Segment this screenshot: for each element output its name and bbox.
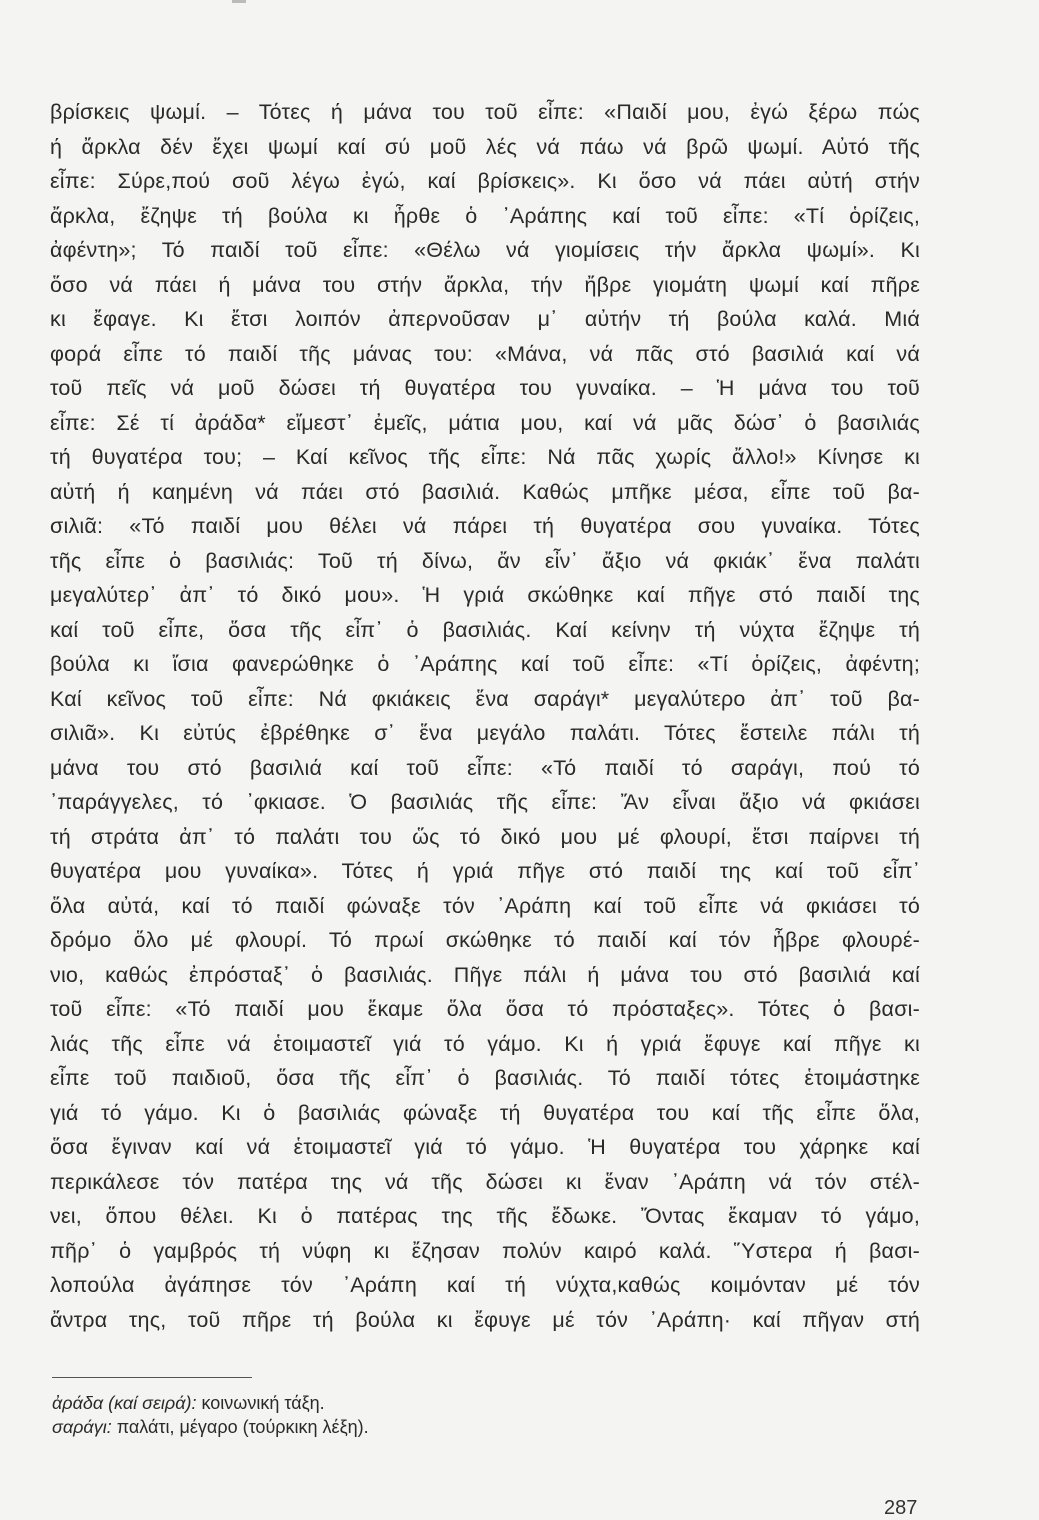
footnote — [52, 1391, 752, 1415]
body-line: θυγατέρα μου γυναίκα». Τότες ή γριά πῆγε στό παιδί της καί τοῦ εἶπ᾽ — [50, 859, 920, 883]
body-line: ὅλα αὐτά, καί τό παιδί φώναξε τόν ᾽Αράπη καί τοῦ εἶπε νά φκιάσει τό — [50, 893, 920, 918]
body-line: γιά τό γάμο. Κι ὁ βασιλιάς φώναξε τή θυγατέρα του καί τῆς εἶπε ὅλα, — [50, 1100, 920, 1125]
body-line: τῆς εἶπε ὁ βασιλιάς: Τοῦ τή δίνω, ἄν εἶν᾽ ἄξιο νά φκιάκ᾽ ἕνα παλάτι — [50, 548, 920, 573]
footnote — [52, 1415, 752, 1439]
footnote-divider — [52, 1377, 252, 1378]
body-line: νιο, καθώς ἐπρόσταξ᾽ ὁ βασιλιάς. Πῆγε πάλι ή μάνα του στό βασιλιά καί — [50, 962, 920, 987]
body-line: περικάλεσε τόν πατέρα της νά τῆς δώσει κι ἕναν ᾽Αράπη νά τόν στέλ- — [50, 1169, 920, 1194]
body-line: ἄντρα της, τοῦ πῆρε τή βούλα κι ἔφυγε μέ τόν ᾽Αράπη· καί πῆγαν στή — [50, 1307, 920, 1332]
body-line: ᾽παράγγελες, τό ᾽φκιασε. Ὁ βασιλιάς τῆς εἶπε: Ἄν εἶναι ἄξιο νά φκιάσει — [50, 790, 920, 814]
body-line: κι ἔφαγε. Κι ἔτσι λοιπόν ἀπερνοῦσαν μ᾽ αὐτήν τή βούλα καλά. Μιά — [50, 307, 920, 331]
body-line: φορά εἶπε τό παιδί τῆς μάνας του: «Μάνα, νά πᾶς στό βασιλιά καί νά — [50, 341, 920, 366]
body-line: εἶπε: Σύρε,πού σοῦ λέγω ἐγώ, καί βρίσκεις». Κι ὅσο νά πάει αὐτή στήν — [50, 169, 920, 193]
body-line: τή στράτα ἀπ᾽ τό παλάτι του ὥς τό δικό μου μέ φλουρί, ἔτσι παίρνει τή — [50, 824, 920, 849]
page-number: 287 — [884, 1497, 918, 1519]
body-line: ὅσο νά πάει ή μάνα του στήν ἄρκλα, τήν ἤβρε γιομάτη ψωμί καί πῆρε — [50, 272, 920, 297]
footnotes — [52, 1391, 752, 1439]
body-line: σιλιᾶ». Κι εὐτύς ἐβρέθηκε σ᾽ ἕνα μεγάλο παλάτι. Τότες ἔστειλε πάλι τή — [50, 721, 920, 745]
footnote-term: σαράγι: — [52, 1417, 112, 1437]
body-line: καί τοῦ εἶπε, ὅσα τῆς εἶπ᾽ ὁ βασιλιάς. Καί κείνην τή νύχτα ἔζηψε τή — [50, 617, 920, 642]
body-line: Καί κεῖνος τοῦ εἶπε: Νά φκιάκεις ἕνα σαράγι* μεγαλύτερο ἀπ᾽ τοῦ βα- — [50, 686, 920, 711]
body-line: λοπούλα ἀγάπησε τόν ᾽Αράπη καί τή νύχτα,καθώς κοιμόνταν μέ τόν — [50, 1273, 920, 1297]
body-line: εἶπε τοῦ παιδιοῦ, ὅσα τῆς εἶπ᾽ ὁ βασιλιάς. Τό παιδί τότες ἑτοιμάστηκε — [50, 1066, 920, 1090]
body-line: ή ἄρκλα δέν ἔχει ψωμί καί σύ μοῦ λές νά πάω νά βρῶ ψωμί. Αὐτό τῆς — [50, 134, 920, 159]
scan-mark — [232, 0, 246, 3]
body-line: μεγαλύτερ᾽ ἀπ᾽ τό δικό μου». Ἡ γριά σκώθηκε καί πῆγε στό παιδί της — [50, 583, 920, 607]
body-line: τοῦ εἶπε: «Τό παιδί μου ἔκαμε ὅλα ὅσα τό πρόσταξες». Τότες ὁ βασι- — [50, 997, 920, 1021]
body-line: εἶπε: Σέ τί ἀράδα* εἴμεστ᾽ ἐμεῖς, μάτια μου, καί νά μᾶς δώσ᾽ ὁ βασιλιάς — [50, 410, 920, 435]
body-line: ἄρκλα, ἔζηψε τή βούλα κι ἦρθε ὁ ᾽Αράπης καί τοῦ εἶπε: «Τί ὁρίζεις, — [50, 203, 920, 228]
body-line: βούλα κι ἴσια φανερώθηκε ὁ ᾽Αράπης καί τοῦ εἶπε: «Τί ὁρίζεις, ἀφέντη; — [50, 652, 920, 676]
body-line: μάνα του στό βασιλιά καί τοῦ εἶπε: «Τό παιδί τό σαράγι, πού τό — [50, 755, 920, 780]
body-line: βρίσκεις ψωμί. – Τότες ή μάνα του τοῦ εἶπε: «Παιδί μου, ἐγώ ξέρω πώς — [50, 100, 920, 124]
body-text — [50, 95, 920, 1337]
body-line: δρόμο ὅλο μέ φλουρί. Τό πρωί σκώθηκε τό παιδί καί τόν ἦβρε φλουρέ- — [50, 928, 920, 952]
body-line: τή θυγατέρα του; – Καί κεῖνος τῆς εἶπε: Νά πᾶς χωρίς ἄλλο!» Κίνησε κι — [50, 445, 920, 469]
footnote-definition: παλάτι, μέγαρο (τούρκικη λέξη). — [116, 1417, 369, 1437]
footnote-term: ἀράδα (καί σειρά): — [52, 1393, 197, 1413]
body-line: ὅσα ἔγιναν καί νά ἑτοιμαστεῖ γιά τό γάμο. Ἡ θυγατέρα του χάρηκε καί — [50, 1135, 920, 1159]
body-line: σιλιᾶ: «Τό παιδί μου θέλει νά πάρει τή θυγατέρα σου γυναίκα. Τότες — [50, 514, 920, 538]
footnote-definition: κοινωνική τάξη. — [201, 1393, 325, 1413]
body-line: πῆρ᾽ ὁ γαμβρός τή νύφη κι ἔζησαν πολύν καιρό καλά. Ὕστερα ή βασι- — [50, 1238, 920, 1263]
body-line: νει, ὅπου θέλει. Κι ὁ πατέρας της τῆς ἔδωκε. Ὄντας ἔκαμαν τό γάμο, — [50, 1204, 920, 1228]
body-line: αὐτή ή καημένη νά πάει στό βασιλιά. Καθώς μπῆκε μέσα, εἶπε τοῦ βα- — [50, 479, 920, 504]
body-line: ἀφέντη»; Τό παιδί τοῦ εἶπε: «Θέλω νά γιομίσεις τήν ἄρκλα ψωμί». Κι — [50, 238, 920, 262]
body-line: τοῦ πεῖς νά μοῦ δώσει τή θυγατέρα του γυναίκα. – Ἡ μάνα του τοῦ — [50, 376, 920, 400]
body-line: λιάς τῆς εἶπε νά ἑτοιμαστεῖ γιά τό γάμο. Κι ή γριά ἔφυγε καί πῆγε κι — [50, 1031, 920, 1056]
